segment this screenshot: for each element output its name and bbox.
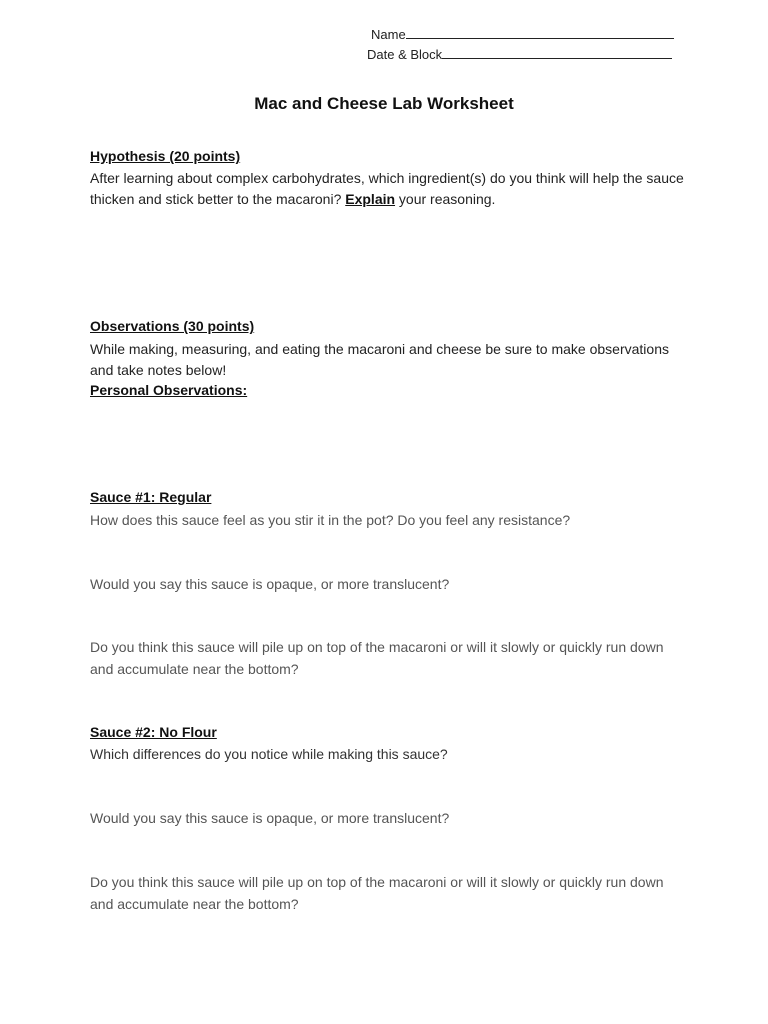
name-label: Name xyxy=(371,27,406,42)
date-block-label: Date & Block xyxy=(367,47,443,62)
date-block-line xyxy=(367,46,672,63)
hypothesis-text-part2: your reasoning. xyxy=(395,191,496,207)
date-block-blank[interactable] xyxy=(442,46,672,59)
sauce2-question-2: Would you say this sauce is opaque, or more translucent? xyxy=(90,810,450,826)
sauce1-question-1: How does this sauce feel as you stir it in the pot? Do you feel any resistance? xyxy=(90,512,571,528)
name-line xyxy=(371,26,674,43)
sauce2-question-1: Which differences do you notice while making this sauce? xyxy=(90,746,448,762)
observations-text: While making, measuring, and eating the macaroni and cheese be sure to make observations and take notes below! xyxy=(90,341,669,378)
observations-heading: Observations (30 points) xyxy=(90,318,255,334)
name-blank[interactable] xyxy=(406,26,674,39)
hypothesis-text xyxy=(90,168,690,210)
page-title: Mac and Cheese Lab Worksheet xyxy=(254,94,514,113)
sauce1-heading: Sauce #1: Regular xyxy=(90,489,212,505)
sauce2-question-3: Do you think this sauce will pile up on top of the macaroni or will it slowly or quickly run down and accumulate near the bottom? xyxy=(90,874,664,912)
sauce1-question-3: Do you think this sauce will pile up on top of the macaroni or will it slowly or quickly run down and accumulate near the bottom? xyxy=(90,639,664,677)
sauce2-heading: Sauce #2: No Flour xyxy=(90,724,217,740)
hypothesis-explain-emphasis: Explain xyxy=(345,191,396,207)
hypothesis-heading: Hypothesis (20 points) xyxy=(90,148,241,164)
hypothesis-text-part1: After learning about complex carbohydrates, which ingredient(s) do you think will help the sauce thicken and stick better to the macaroni? xyxy=(90,170,684,207)
personal-observations-heading: Personal Observations: xyxy=(90,382,248,398)
sauce1-question-2: Would you say this sauce is opaque, or more translucent? xyxy=(90,576,450,592)
